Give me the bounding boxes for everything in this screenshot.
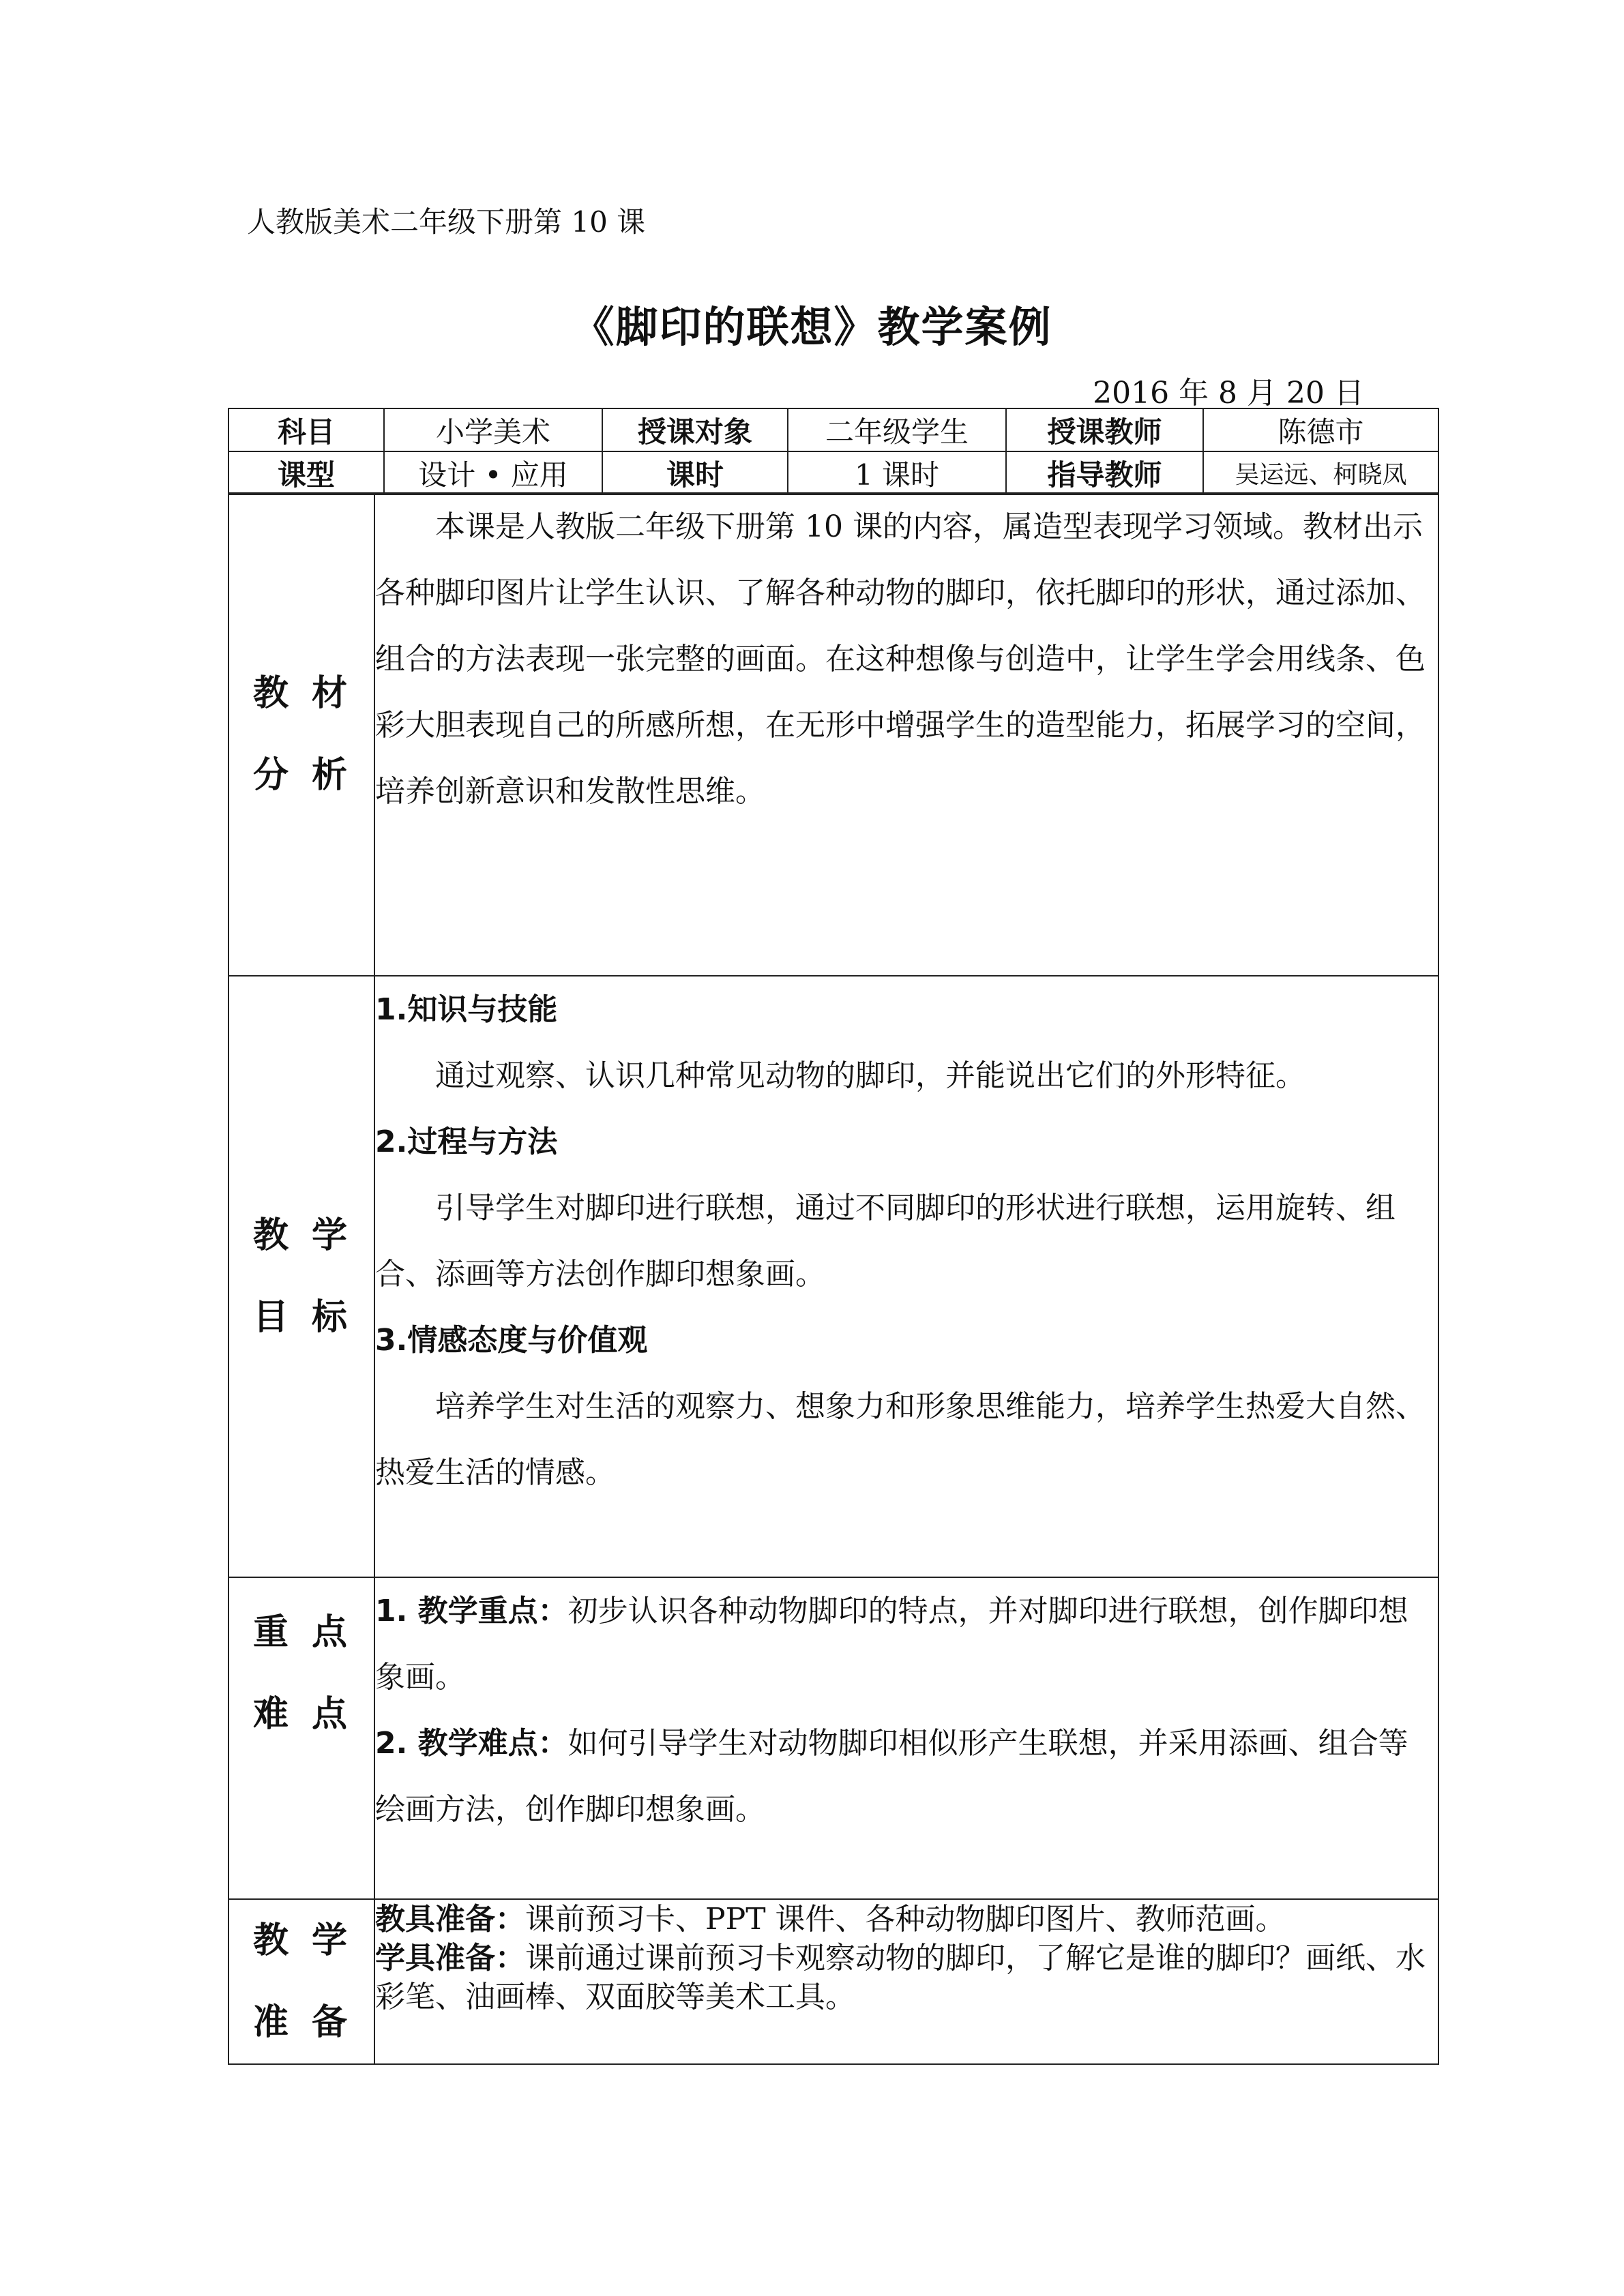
goal-text-2: 引导学生对脚印进行联想，通过不同脚印的形状进行联想，运用旋转、组合、添画等方法创作脚印想象画。: [375, 1191, 1396, 1292]
goal-heading-3: 3.情感态度与价值观: [375, 1323, 648, 1358]
student-prep: [375, 1939, 1438, 2016]
analysis-content: [374, 493, 1438, 976]
header-note: 人教版美术二年级下册第 10 课: [247, 205, 646, 239]
keypoints-label-line2: 难点: [252, 1694, 370, 1735]
hours-value: 1 课时: [788, 451, 1006, 494]
keypoint-1: [375, 1578, 1438, 1710]
keypoint-1-text: 初步认识各种动物脚印的特点，并对脚印进行联想，创作脚印想象画。: [375, 1594, 1408, 1695]
goals-label: [228, 976, 374, 1577]
goal-heading-1: 1.知识与技能: [375, 992, 558, 1027]
teacher-prep-label: 教具准备：: [375, 1902, 525, 1937]
type-value: 设计 • 应用: [384, 451, 602, 494]
page-title: 《脚印的联想》教学案例: [572, 302, 1052, 352]
info-row-1: [228, 408, 1438, 451]
goal-heading-2: 2.过程与方法: [375, 1124, 558, 1159]
goal-text-3: 培养学生对生活的观察力、想象力和形象思维能力，培养学生热爱大自然、热爱生活的情感。: [375, 1389, 1426, 1490]
goal-text-1: 通过观察、认识几种常见动物的脚印，并能说出它们的外形特征。: [435, 1058, 1305, 1093]
goals-label-line2: 目标: [252, 1297, 370, 1338]
section-preparation: [228, 1899, 1438, 2064]
analysis-label-line2: 分析: [252, 755, 370, 796]
keypoints-content: [374, 1577, 1438, 1899]
analysis-label-line1: 教材: [252, 673, 370, 714]
lesson-plan-table: [228, 492, 1439, 2065]
lesson-info-table: [228, 408, 1439, 495]
keypoints-label-line1: 重点: [252, 1612, 370, 1653]
preparation-label-line1: 教学: [252, 1920, 370, 1961]
analysis-text: 本课是人教版二年级下册第 10 课的内容，属造型表现学习领域。教材出示各种脚印图片让学生认识、了解各种动物的脚印，依托脚印的形状，通过添加、组合的方法表现一张完整的画面。在这种想像与创造中，让学生学会用线条、色彩大胆表现自己的所感所想，在无形中增强学生的造型能力，拓展学习的空间，培养创新意识和发散性思维。: [375, 509, 1426, 809]
keypoint-2-text: 如何引导学生对动物脚印相似形产生联想，并采用添画、组合等绘画方法，创作脚印想象画。: [375, 1726, 1408, 1827]
audience-label: 授课对象: [602, 408, 788, 451]
analysis-label: [228, 493, 374, 976]
section-goals: [228, 976, 1438, 1577]
goals-label-line1: 教学: [252, 1215, 370, 1256]
guide-label: 指导教师: [1006, 451, 1203, 494]
info-row-2: [228, 451, 1438, 494]
hours-label: 课时: [602, 451, 788, 494]
audience-value: 二年级学生: [788, 408, 1006, 451]
goals-content: [374, 976, 1438, 1577]
type-label: 课型: [228, 451, 384, 494]
document-date: 2016 年 8 月 20 日: [1093, 376, 1364, 411]
keypoints-label: [228, 1577, 374, 1899]
preparation-label-line2: 准备: [252, 2002, 370, 2043]
keypoint-2-label: 2. 教学难点：: [375, 1726, 568, 1761]
preparation-content: [374, 1899, 1438, 2064]
subject-label: 科目: [228, 408, 384, 451]
section-analysis: [228, 493, 1438, 976]
subject-value: 小学美术: [384, 408, 602, 451]
teacher-prep-text: 课前预习卡、PPT 课件、各种动物脚印图片、教师范画。: [525, 1902, 1286, 1937]
section-keypoints: [228, 1577, 1438, 1899]
teacher-label: 授课教师: [1006, 408, 1203, 451]
guide-value: 吴运远、柯晓凤: [1203, 451, 1438, 494]
preparation-label: [228, 1899, 374, 2064]
keypoint-1-label: 1. 教学重点：: [375, 1594, 568, 1628]
student-prep-label: 学具准备：: [375, 1941, 525, 1976]
teacher-prep: [375, 1900, 1438, 1939]
keypoint-2: [375, 1710, 1438, 1843]
student-prep-text: 课前通过课前预习卡观察动物的脚印，了解它是谁的脚印？画纸、水彩笔、油画棒、双面胶等美术工具。: [375, 1941, 1426, 2014]
teacher-value: 陈德市: [1203, 408, 1438, 451]
